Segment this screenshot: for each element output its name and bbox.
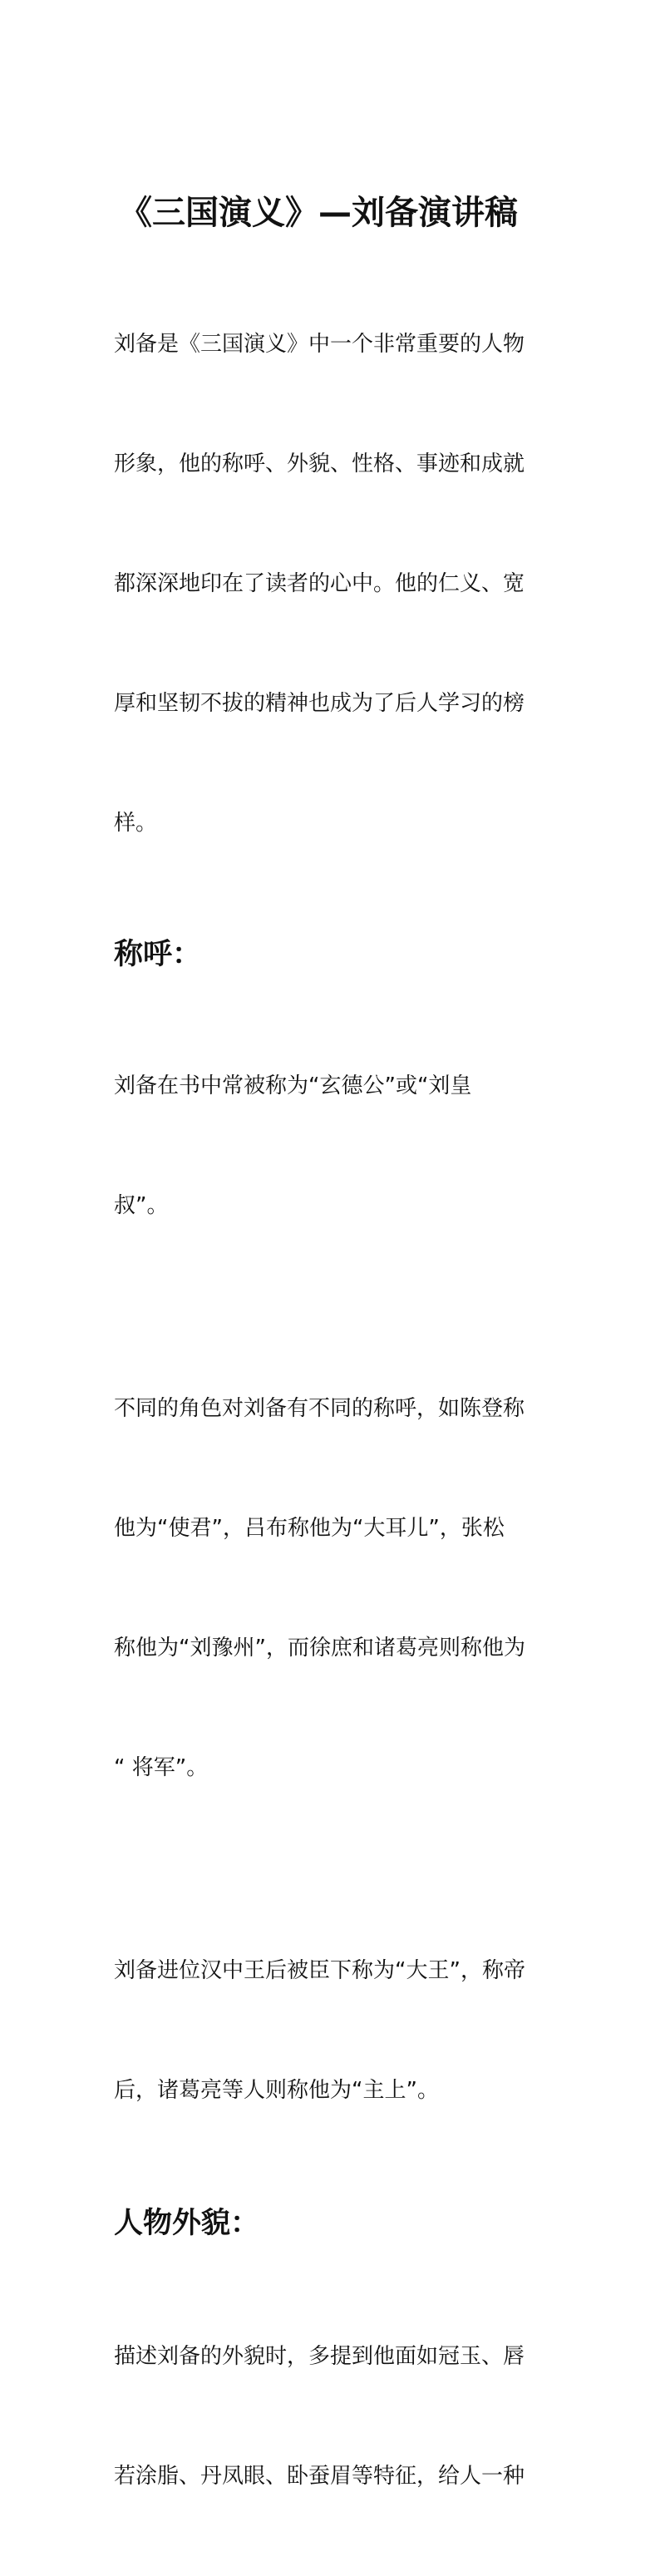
section-heading-titles: 称呼： (114, 938, 202, 971)
paragraph-line: 若涂脂、丹凤眼、卧蚕眉等特征，给人一种 (114, 2464, 525, 2489)
section-heading-appearance: 人物外貌： (114, 2207, 260, 2240)
paragraph-line: 刘备在书中常被称为“玄德公”或“刘皇 (114, 1073, 472, 1098)
intro-line: 刘备是《三国演义》中一个非常重要的人物 (114, 332, 525, 357)
paragraph-line: 称他为“刘豫州”，而徐庶和诸葛亮则称他为 (114, 1636, 525, 1661)
intro-line: 样。 (114, 811, 158, 836)
titles-paragraph-1 (114, 986, 563, 1305)
appearance-paragraph-1 (114, 2257, 563, 2576)
paragraph-line: 不同的角色对刘备有不同的称呼，如陈登称 (114, 1396, 525, 1421)
document-body (114, 190, 563, 2576)
paragraph-line: 叔”。 (114, 1193, 169, 1218)
intro-paragraph (114, 244, 563, 923)
paragraph-line: 他为“使君”，吕布称他为“大耳儿”，张松 (114, 1516, 505, 1541)
intro-line: 形象，他的称呼、外貌、性格、事迹和成就 (114, 452, 525, 476)
paragraph-line: 后，诸葛亮等人则称他为“主上”。 (114, 2078, 439, 2103)
paragraph-line: 刘备进位汉中王后被臣下称为“大王”，称帝 (114, 1958, 525, 1983)
titles-paragraph-3 (114, 1871, 563, 2190)
paragraph-line: 描述刘备的外貌时，多提到他面如冠玉、唇 (114, 2344, 525, 2369)
intro-line: 厚和坚韧不拔的精神也成为了后人学习的榜 (114, 691, 525, 716)
titles-paragraph-2 (114, 1309, 563, 1868)
intro-line: 都深深地印在了读者的心中。他的仁义、宽 (114, 571, 525, 596)
document-title: 《三国演义》—刘备演讲稿 (119, 194, 518, 232)
paragraph-line: “ 将军”。 (114, 1755, 209, 1780)
